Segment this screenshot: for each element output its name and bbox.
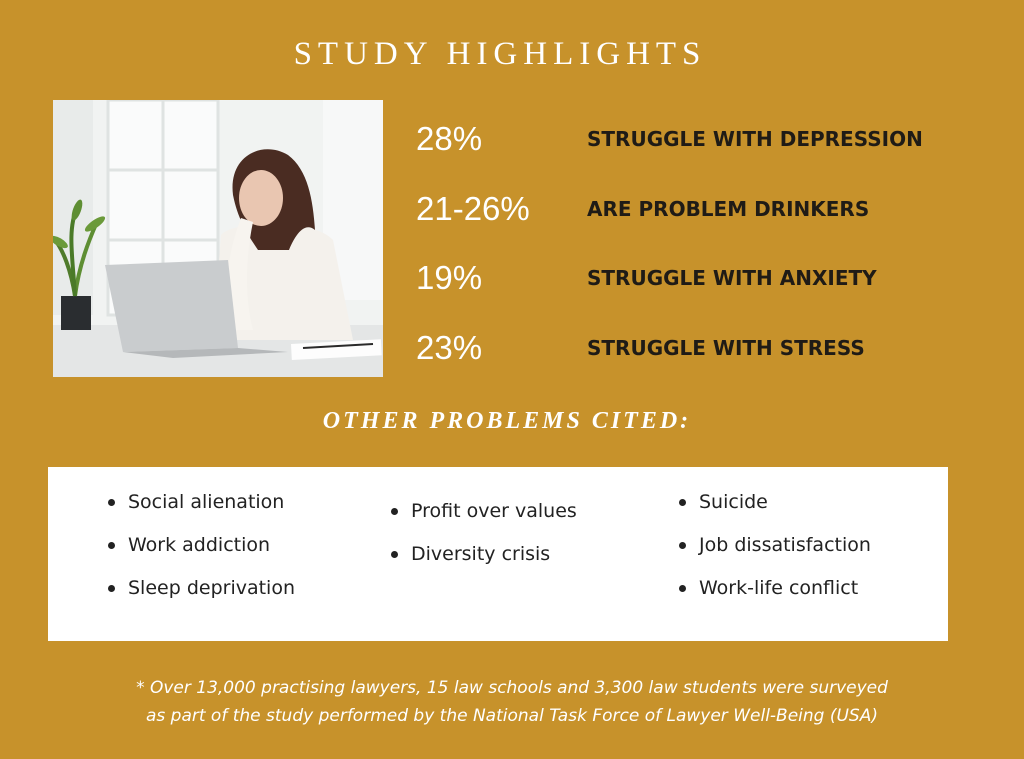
footnote-line: as part of the study performed by the National Task Force of Lawyer Well-Being (USA) — [145, 706, 878, 726]
list-item: Sleep deprivation — [106, 567, 295, 610]
problems-column-1 — [106, 481, 295, 610]
problems-box — [48, 467, 948, 641]
highlight-label: ARE PROBLEM DRINKERS — [587, 197, 870, 221]
highlight-percentage: 28% — [416, 120, 483, 157]
footnote — [0, 674, 1024, 730]
highlight-percentage: 23% — [416, 329, 483, 366]
highlight-percentage: 19% — [416, 259, 483, 296]
list-item: Suicide — [677, 481, 871, 524]
page-title: STUDY HIGHLIGHTS — [293, 36, 707, 72]
highlight-percentage: 21-26% — [416, 190, 530, 227]
footnote-line: * Over 13,000 practising lawyers, 15 law schools and 3,300 law students were surveyed — [136, 678, 888, 698]
list-item: Job dissatisfaction — [677, 524, 871, 567]
highlight-row — [416, 114, 996, 164]
highlight-label: STRUGGLE WITH ANXIETY — [587, 266, 877, 290]
problems-column-2 — [389, 490, 577, 576]
highlight-row — [416, 323, 996, 373]
list-item: Diversity crisis — [389, 533, 577, 576]
stressed-woman-photo — [53, 100, 383, 377]
list-item: Profit over values — [389, 490, 577, 533]
photo-illustration — [53, 100, 383, 377]
list-item: Work-life conflict — [677, 567, 871, 610]
highlight-row — [416, 184, 996, 234]
problems-title: OTHER PROBLEMS CITED: — [322, 408, 692, 434]
list-item: Social alienation — [106, 481, 295, 524]
highlight-row — [416, 253, 996, 303]
highlight-label: STRUGGLE WITH DEPRESSION — [587, 127, 923, 151]
list-item: Work addiction — [106, 524, 295, 567]
problems-column-3 — [677, 481, 871, 610]
highlight-label: STRUGGLE WITH STRESS — [587, 336, 865, 360]
